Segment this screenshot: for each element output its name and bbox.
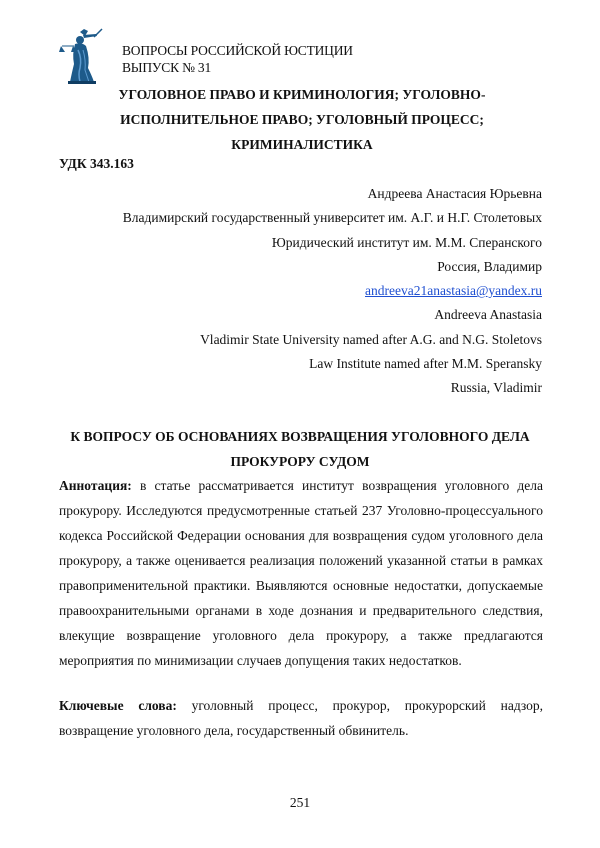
journal-title bbox=[122, 42, 353, 76]
author-university-en: Vladimir State University named after A.G. and N.G. Stoletovs bbox=[200, 331, 542, 347]
author-email-link[interactable]: andreeva21anastasia@yandex.ru bbox=[365, 283, 542, 299]
author-block bbox=[62, 182, 542, 401]
udk-code: УДК 343.163 bbox=[59, 156, 134, 171]
author-name-ru: Андреева Анастасия Юрьевна bbox=[367, 186, 542, 201]
author-location-en: Russia, Vladimir bbox=[450, 380, 542, 396]
annotation-label: Аннотация: bbox=[59, 478, 132, 493]
journal-name: ВОПРОСЫ РОССИЙСКОЙ ЮСТИЦИИ bbox=[122, 43, 353, 58]
journal-header bbox=[58, 28, 538, 84]
section-title: УГОЛОВНОЕ ПРАВО И КРИМИНОЛОГИЯ; УГОЛОВНО-ИСПОЛНИТЕЛЬНОЕ ПРАВО; УГОЛОВНЫЙ ПРОЦЕСС; КРИМИНАЛИСТИКА bbox=[118, 87, 486, 152]
author-location-ru: Россия, Владимир bbox=[437, 258, 542, 274]
annotation-paragraph bbox=[59, 473, 543, 673]
author-institute-ru: Юридический институт им. М.М. Сперанского bbox=[271, 234, 542, 250]
annotation-text: в статье рассматривается институт возвращения уголовного дела прокурору. Исследуются предусмотренные статьей 237 Уголовно-процессуального кодекса Российской Федерации основания для возвращения судом уголовного дела прокурору, а также оценивается реализация положений указанной статьи в рамках правоприменительной практики. Выявляются основные недостатки, допускаемые правоохранительными органами в ходе дознания и предварительного следствия, влекущие возвращение уголовного дела прокурору, а также предлагаются мероприятия по минимизации случаев допущения таких недостатков. bbox=[59, 478, 543, 668]
author-institute-en: Law Institute named after M.M. Speransky bbox=[309, 356, 542, 372]
keywords-paragraph bbox=[59, 693, 543, 743]
keywords-label: Ключевые слова: bbox=[59, 698, 177, 713]
author-university-ru: Владимирский государственный университет им. А.Г. и Н.Г. Столетовых bbox=[122, 210, 542, 226]
author-name-en: Andreeva Anastasia bbox=[434, 307, 542, 323]
themis-justice-icon bbox=[58, 28, 108, 84]
article-title: К ВОПРОСУ ОБ ОСНОВАНИЯХ ВОЗВРАЩЕНИЯ УГОЛОВНОГО ДЕЛА ПРОКУРОРУ СУДОМ bbox=[70, 429, 530, 469]
journal-issue: ВЫПУСК № 31 bbox=[122, 60, 212, 75]
keywords-text: уголовный процесс, прокурор, прокурорский надзор, возвращение уголовного дела, государственный обвинитель. bbox=[59, 698, 543, 738]
page-number: 251 bbox=[289, 795, 311, 810]
